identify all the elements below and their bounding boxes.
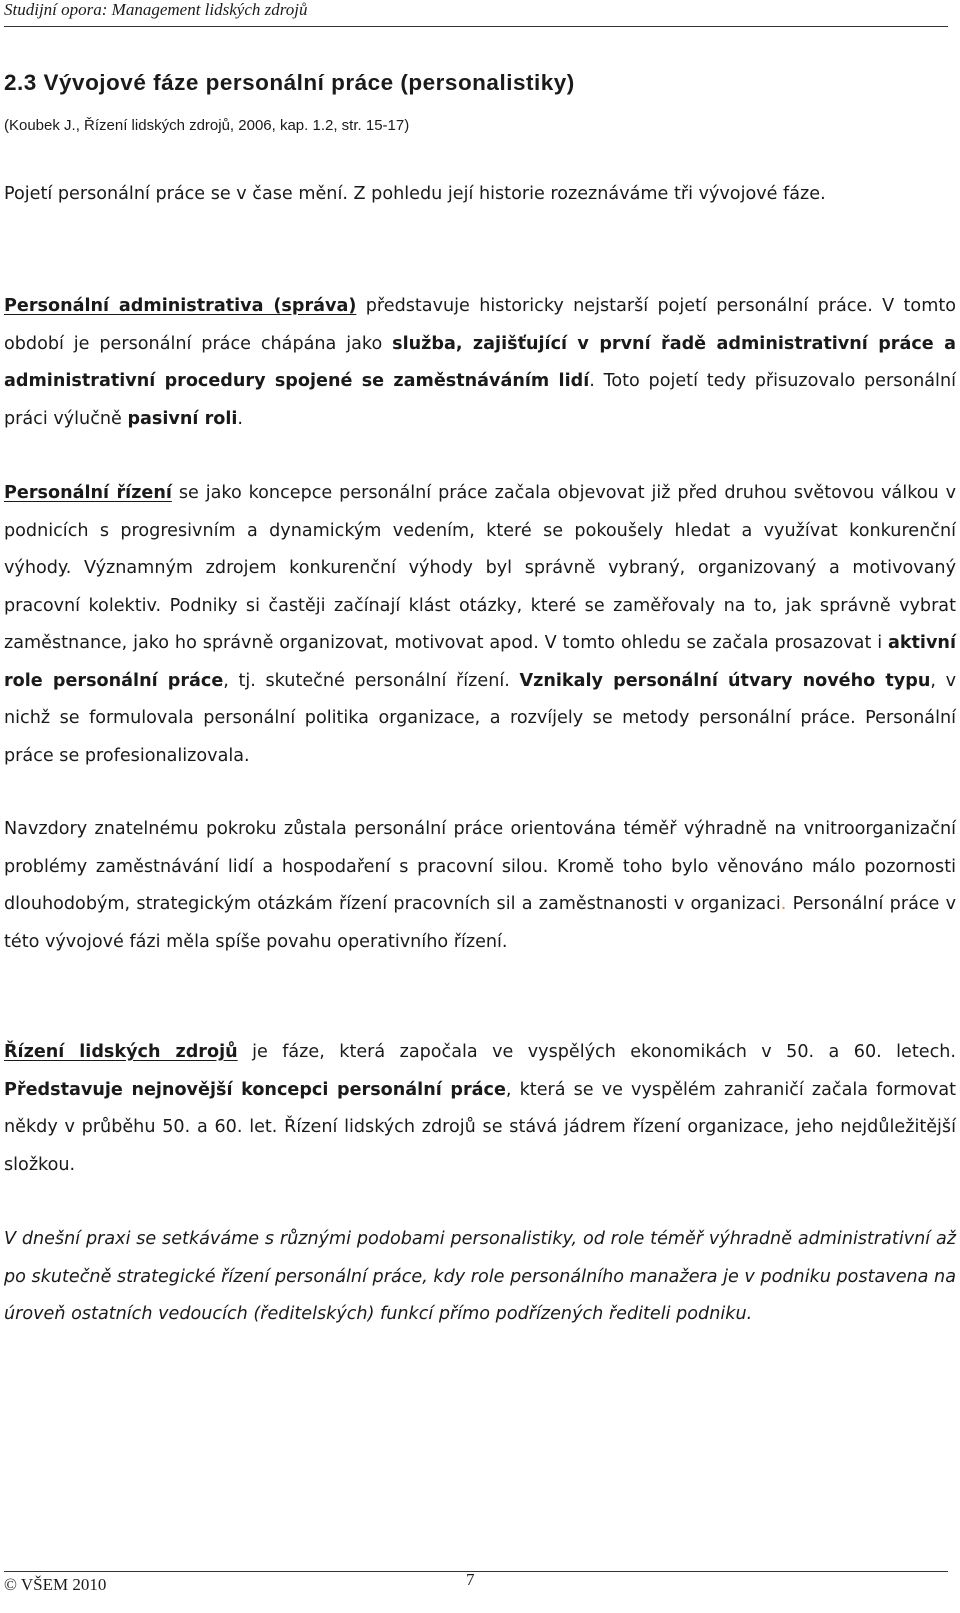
rlz-bold-1: Představuje nejnovější koncepci personální práce <box>4 1079 506 1100</box>
page-number: 7 <box>466 1570 475 1589</box>
navzdory-text-2: Personální práce v této vývojové fázi měla spíše povahu operativního řízení. <box>4 894 956 952</box>
navzdory-text-1: Navzdory znatelnému pokroku zůstala personální práce orientována téměř výhradně na vnitroorganizační problémy zaměstnávání lidí a hospodaření s pracovní silou. Kromě toho bylo věnováno málo pozornosti dlouhodobým, strategickým otázkám řízení pracovních sil a zaměstnanosti v organizaci <box>4 819 956 914</box>
rizeni-text-3: , v nichž se formulovala personální politika organizace, a rozvíjely se metody personální práce. Personální práce se profesionalizovala. <box>4 670 956 766</box>
footer-divider <box>4 1571 948 1572</box>
admin-text-3: . <box>237 408 243 429</box>
section-heading: 2.3 Vývojové fáze personální práce (personalistiky) <box>4 70 575 95</box>
page-header <box>4 0 948 27</box>
admin-text-2: . Toto pojetí tedy přisuzovalo personální práci výlučně <box>4 371 956 429</box>
rizeni-bold-2: Vznikaly personální útvary nového typu <box>519 670 931 691</box>
rizeni-term: Personální řízení <box>4 483 172 503</box>
intro-paragraph: Pojetí personální práce se v čase mění. Z pohledu její historie rozeznáváme tři vývojové fáze. <box>4 184 826 204</box>
header-title: Studijní opora: Management lidských zdrojů <box>4 0 308 19</box>
rizeni-bold-1: aktivní role personální práce <box>4 633 956 691</box>
rizeni-paragraph <box>4 475 956 775</box>
rlz-term: Řízení lidských zdrojů <box>4 1042 238 1062</box>
navzdory-paragraph <box>4 811 956 961</box>
rlz-text-1: je fáze, která započala ve vyspělých ekonomikách v 50. a 60. letech. <box>237 1042 957 1062</box>
admin-paragraph <box>4 288 956 438</box>
section-source: (Koubek J., Řízení lidských zdrojů, 2006, kap. 1.2, str. 15-17) <box>4 117 410 134</box>
navzdory-dot: . <box>780 894 787 914</box>
rizeni-text-2: , tj. skutečné personální řízení. <box>223 670 520 691</box>
admin-bold-1: služba, zajišťující v první řadě administrativní práce a administrativní procedury spojené se zaměstnáváním lidí <box>4 333 956 391</box>
footer-copyright: © VŠEM 2010 <box>4 1575 107 1594</box>
admin-term: Personální administrativa (správa) <box>4 296 357 316</box>
admin-bold-2: pasivní roli <box>127 408 238 429</box>
closing-paragraph: V dnešní praxi se setkáváme s různými podobami personalistiky, od role téměř výhradně administrativní až po skutečně strategické řízení personální práce, kdy role personálního manažera je v podniku postavena na úroveň ostatních vedoucích (ředitelských) funkcí přímo podřízených řediteli podniku. <box>4 1229 956 1324</box>
rizeni-text-1: se jako koncepce personální práce začala objevovat již před druhou světovou válkou v podnicích s progresivním a dynamickým vedením, které se pokoušely hledat a využívat konkurenční výhody. Významným zdrojem konkurenční výhody byl správně vybraný, organizovaný a motivovaný pracovní kolektiv. Podniky si častěji začínají klást otázky, které se zaměřovaly na to, jak správně vybrat zaměstnance, jako ho správně organizovat, motivovat apod. V tomto ohledu se začala prosazovat i <box>4 483 956 653</box>
admin-text-1: představuje historicky nejstarší pojetí personální práce. V tomto období je personální práce chápána jako <box>4 296 956 354</box>
rlz-text-2: , která se ve vyspělém zahraničí začala formovat někdy v průběhu 50. a 60. let. Řízení lidských zdrojů se stává jádrem řízení organizace, jeho nejdůležitější složkou. <box>4 1079 957 1175</box>
rlz-paragraph <box>4 1034 956 1184</box>
